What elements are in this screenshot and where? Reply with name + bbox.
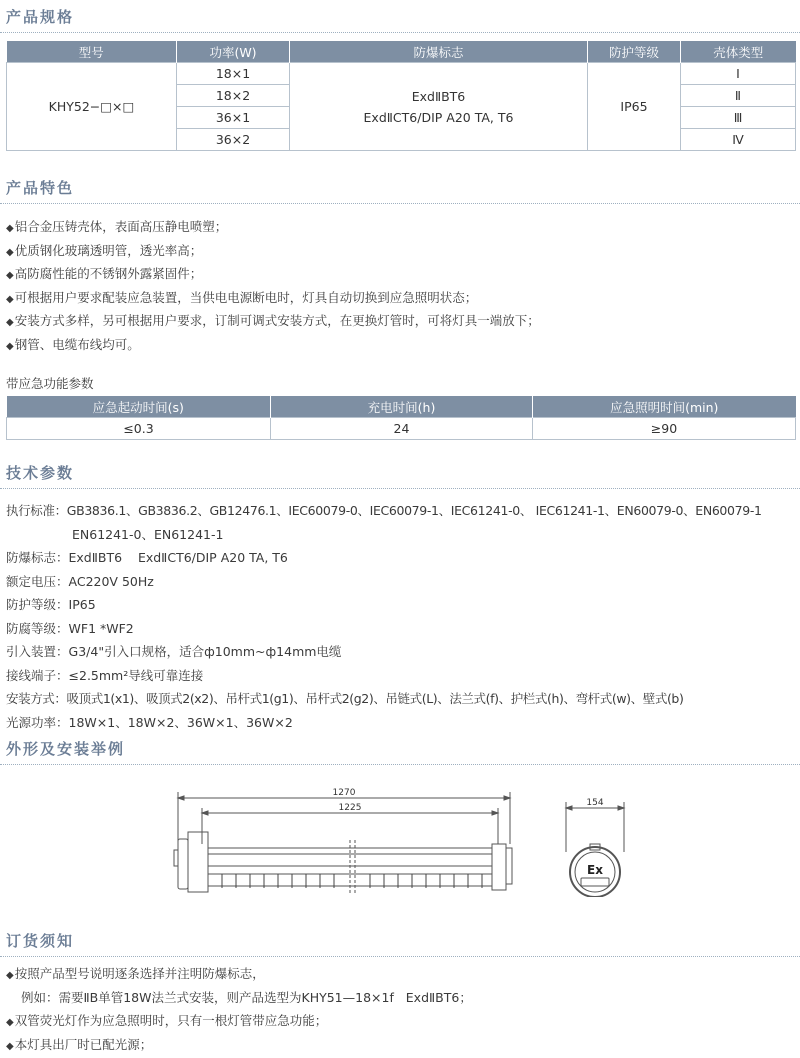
param-key: 防腐等级： bbox=[6, 621, 69, 636]
param-value: GB3836.1、GB3836.2、GB12476.1、IEC60079-0、IEC60079-1、IEC61241-0、 IEC61241-1、EN60079-0、EN60079-1 bbox=[67, 503, 762, 518]
list-item bbox=[6, 309, 540, 333]
spec-header-shell: 壳体类型 bbox=[681, 41, 796, 63]
luminaire-side-drawing bbox=[170, 784, 520, 899]
luminaire-end-view-drawing bbox=[552, 792, 632, 897]
feature-text: 优质钢化玻璃透明管，透光率高； bbox=[15, 243, 203, 258]
tech-divider bbox=[0, 488, 800, 489]
spec-shell-cell: Ⅲ bbox=[681, 107, 796, 129]
spec-divider bbox=[0, 32, 800, 33]
list-item bbox=[6, 1033, 472, 1057]
order-text: 本灯具出厂时已配光源； bbox=[15, 1037, 153, 1052]
diamond-bullet-icon: ◆ bbox=[6, 964, 14, 988]
emergency-title: 带应急功能参数 bbox=[6, 374, 94, 392]
emergency-header-row bbox=[7, 396, 796, 418]
list-item bbox=[6, 962, 472, 986]
list-item bbox=[6, 1009, 472, 1033]
tech-section-title: 技术参数 bbox=[6, 462, 74, 483]
feature-text: 安装方式多样，另可根据用户要求，订制可调式安装方式，在更换灯管时，可将灯具一端放下； bbox=[15, 313, 540, 328]
diamond-bullet-icon: ◆ bbox=[6, 288, 14, 312]
emergency-header-duration: 应急照明时间(min) bbox=[533, 396, 796, 418]
param-row-terminal bbox=[6, 664, 800, 688]
diamond-bullet-icon: ◆ bbox=[6, 217, 14, 241]
feature-text: 可根据用户要求配装应急装置，当供电电源断电时，灯具自动切换到应急照明状态； bbox=[15, 290, 478, 305]
spec-shell-cell: Ⅱ bbox=[681, 85, 796, 107]
spec-ex-mark-1: ExdⅡBT6 bbox=[290, 86, 587, 107]
list-item bbox=[6, 262, 540, 286]
spec-section-title: 产品规格 bbox=[6, 6, 74, 27]
outline-divider bbox=[0, 764, 800, 765]
param-key: 额定电压： bbox=[6, 574, 69, 589]
diamond-bullet-icon: ◆ bbox=[6, 264, 14, 288]
param-value: WF1 *WF2 bbox=[69, 621, 134, 636]
table-row bbox=[7, 418, 796, 440]
order-list bbox=[6, 962, 472, 1056]
order-section-title: 订货须知 bbox=[6, 930, 74, 951]
spec-power-cell: 36×1 bbox=[177, 107, 290, 129]
dim-label-tube: 1225 bbox=[339, 803, 362, 813]
diamond-bullet-icon: ◆ bbox=[6, 335, 14, 359]
diamond-bullet-icon: ◆ bbox=[6, 1035, 14, 1058]
param-key: 引入装置： bbox=[6, 644, 69, 659]
param-value: ≤2.5mm²导线可靠连接 bbox=[69, 668, 204, 683]
spec-shell-cell: Ⅰ bbox=[681, 63, 796, 85]
spec-power-cell: 18×1 bbox=[177, 63, 290, 85]
param-row-protection bbox=[6, 593, 800, 617]
table-row bbox=[7, 63, 796, 85]
tech-params bbox=[6, 499, 800, 734]
param-value: 吸顶式1(x1)、吸顶式2(x2)、吊杆式1(g1)、吊杆式2(g2)、吊链式(L)、法兰式(f)、护栏式(h)、弯杆式(w)、壁式(b) bbox=[67, 691, 684, 706]
spec-power-cell: 18×2 bbox=[177, 85, 290, 107]
order-text: 按照产品型号说明逐条选择并注明防爆标志， bbox=[15, 966, 265, 981]
list-item bbox=[6, 286, 540, 310]
param-key: 防护等级： bbox=[6, 597, 69, 612]
emergency-duration-value: ≥90 bbox=[533, 418, 796, 440]
spec-table bbox=[6, 41, 796, 151]
emergency-header-start: 应急起动时间(s) bbox=[7, 396, 271, 418]
ex-label: Ex bbox=[587, 863, 603, 877]
diamond-bullet-icon: ◆ bbox=[6, 241, 14, 265]
param-value: AC220V 50Hz bbox=[69, 574, 154, 589]
param-row-voltage bbox=[6, 570, 800, 594]
spec-header-model: 型号 bbox=[7, 41, 177, 63]
emergency-header-charge: 充电时间(h) bbox=[271, 396, 533, 418]
param-value: ExdⅡBT6 ExdⅡCT6/DIP A20 TA, T6 bbox=[69, 550, 288, 565]
param-row-corrosion bbox=[6, 617, 800, 641]
emergency-table bbox=[6, 396, 796, 440]
param-key: 光源功率： bbox=[6, 715, 69, 730]
spec-shell-cell: Ⅳ bbox=[681, 129, 796, 151]
list-item bbox=[6, 239, 540, 263]
diamond-bullet-icon: ◆ bbox=[6, 311, 14, 335]
param-row-standard bbox=[6, 499, 800, 523]
features-list bbox=[6, 215, 540, 356]
param-key: 执行标准： bbox=[6, 503, 67, 518]
param-value: IP65 bbox=[69, 597, 96, 612]
param-row-install bbox=[6, 687, 800, 711]
emergency-charge-value: 24 bbox=[271, 418, 533, 440]
order-text: 双管荧光灯作为应急照明时，只有一根灯管带应急功能； bbox=[15, 1013, 328, 1028]
spec-header-power: 功率(W) bbox=[177, 41, 290, 63]
features-divider bbox=[0, 203, 800, 204]
list-item bbox=[6, 333, 540, 357]
outline-section-title: 外形及安装举例 bbox=[6, 738, 125, 759]
param-key: 安装方式： bbox=[6, 691, 67, 706]
param-row-standard-cont: EN61241-0、EN61241-1 bbox=[6, 523, 800, 547]
param-row-lamp-power bbox=[6, 711, 800, 735]
order-divider bbox=[0, 956, 800, 957]
spec-header-row bbox=[7, 41, 796, 63]
param-value: G3/4"引入口规格，适合ф10mm~ф14mm电缆 bbox=[69, 644, 342, 659]
dim-label-width: 154 bbox=[586, 798, 603, 808]
diamond-bullet-icon: ◆ bbox=[6, 1011, 14, 1035]
spec-protection-cell: IP65 bbox=[588, 63, 681, 151]
spec-power-cell: 36×2 bbox=[177, 129, 290, 151]
feature-text: 钢管、电缆布线均可。 bbox=[15, 337, 140, 352]
features-section-title: 产品特色 bbox=[6, 177, 74, 198]
spec-ex-mark-2: ExdⅡCT6/DIP A20 TA, T6 bbox=[290, 107, 587, 128]
spec-header-ex: 防爆标志 bbox=[290, 41, 588, 63]
param-row-entry bbox=[6, 640, 800, 664]
list-item bbox=[6, 215, 540, 239]
param-value: 18W×1、18W×2、36W×1、36W×2 bbox=[69, 715, 293, 730]
feature-text: 高防腐性能的不锈钢外露紧固件； bbox=[15, 266, 203, 281]
list-item: 例如：需要ⅡB单管18W法兰式安装，则产品选型为KHY51—18×1f ExdⅡBT6； bbox=[6, 986, 472, 1010]
spec-model-cell: KHY52−□×□ bbox=[7, 63, 177, 151]
param-key: 接线端子： bbox=[6, 668, 69, 683]
param-row-ex bbox=[6, 546, 800, 570]
feature-text: 铝合金压铸壳体，表面高压静电喷塑； bbox=[15, 219, 228, 234]
dim-label-total: 1270 bbox=[333, 788, 356, 798]
param-key: 防爆标志： bbox=[6, 550, 69, 565]
spec-header-protection: 防护等级 bbox=[588, 41, 681, 63]
emergency-start-value: ≤0.3 bbox=[7, 418, 271, 440]
spec-ex-cell bbox=[290, 63, 588, 151]
